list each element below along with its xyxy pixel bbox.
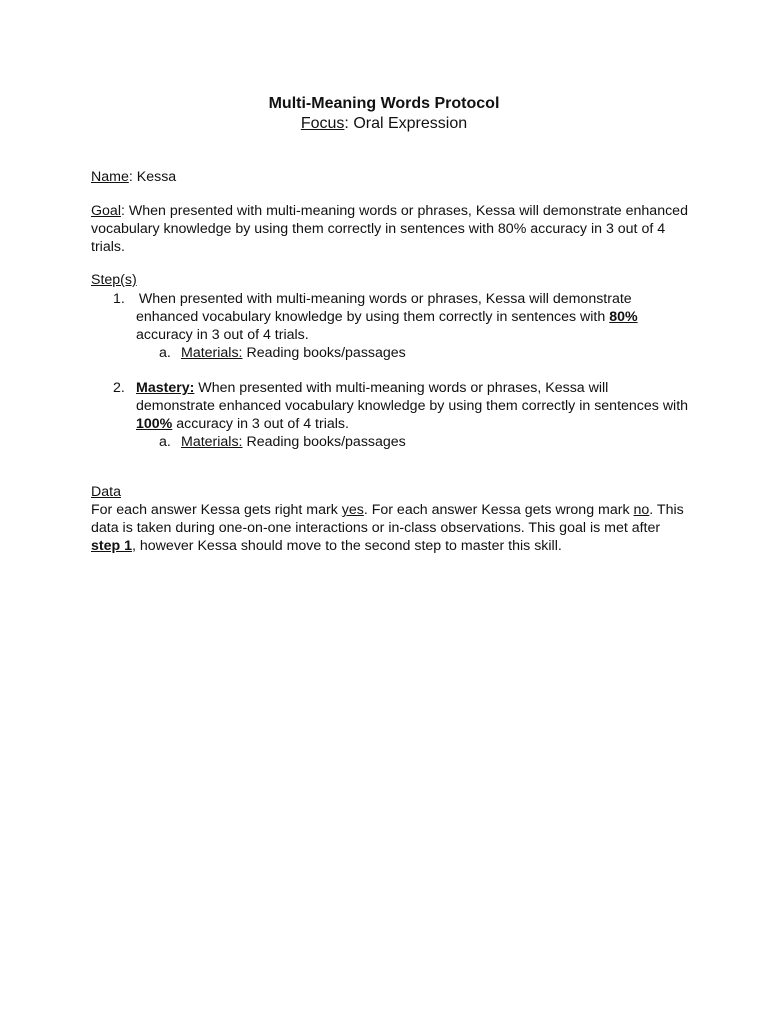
title-block <box>0 94 768 134</box>
name-value: Kessa <box>136 169 177 185</box>
step-accuracy: 80% <box>609 309 638 325</box>
step-number: 2. <box>113 380 125 396</box>
data-paragraph <box>91 501 691 555</box>
step-text-after: accuracy in 3 out of 4 trials. <box>172 416 349 432</box>
focus-separator: : <box>344 115 354 132</box>
data-text: For each answer Kessa gets right mark <box>91 502 342 518</box>
goal-paragraph <box>91 202 691 256</box>
step-materials-1 <box>91 344 691 362</box>
materials-label: Materials: <box>181 345 243 361</box>
name-separator: : <box>128 169 137 185</box>
focus-label: Focus <box>300 115 345 132</box>
name-line <box>91 168 691 186</box>
page-title: Multi-Meaning Words Protocol <box>268 95 500 112</box>
name-label: Name <box>91 169 129 185</box>
materials-value: Reading books/passages <box>242 434 406 450</box>
step-item-1 <box>91 290 691 344</box>
step-text <box>136 380 688 432</box>
focus-line <box>0 114 768 134</box>
step-mastery-label: Mastery: <box>136 380 195 396</box>
goal-text: : When presented with multi-meaning words or phrases, Kessa will demonstrate enhanced vocabulary knowledge by using them correctly in sentences with 80% accuracy in 3 out of 4 trials. <box>91 203 688 255</box>
materials-letter: a. <box>159 434 171 450</box>
data-section <box>91 483 691 555</box>
materials-value: Reading books/passages <box>242 345 406 361</box>
step-number: 1. <box>113 291 125 307</box>
data-no: no <box>633 502 650 518</box>
step-text <box>136 291 638 343</box>
materials-label: Materials: <box>181 434 243 450</box>
step-text-before: When presented with multi-meaning words or phrases, Kessa will demonstrate enhanced vocabulary knowledge by using them correctly in sentences with <box>136 291 632 325</box>
goal-label: Goal <box>91 203 121 219</box>
step-item-2 <box>91 379 691 433</box>
steps-heading: Step(s) <box>91 272 137 288</box>
data-heading: Data <box>91 484 121 500</box>
data-text: . For each answer Kessa gets wrong mark <box>363 502 634 518</box>
data-text: , however Kessa should move to the second step to master this skill. <box>132 538 562 554</box>
data-text: . This data is taken during one-on-one interactions or in-class observations. This goal is met after <box>91 502 684 536</box>
data-step-ref: step 1 <box>91 538 133 554</box>
step-text-after: accuracy in 3 out of 4 trials. <box>136 327 309 343</box>
focus-value: Oral Expression <box>353 115 468 132</box>
data-yes: yes <box>341 502 364 518</box>
materials-letter: a. <box>159 345 171 361</box>
step-accuracy: 100% <box>136 416 173 432</box>
steps-section <box>91 271 691 451</box>
step-materials-2 <box>91 433 691 451</box>
step-text-before: When presented with multi-meaning words or phrases, Kessa will demonstrate enhanced vocabulary knowledge by using them correctly in sentences with <box>136 380 689 414</box>
